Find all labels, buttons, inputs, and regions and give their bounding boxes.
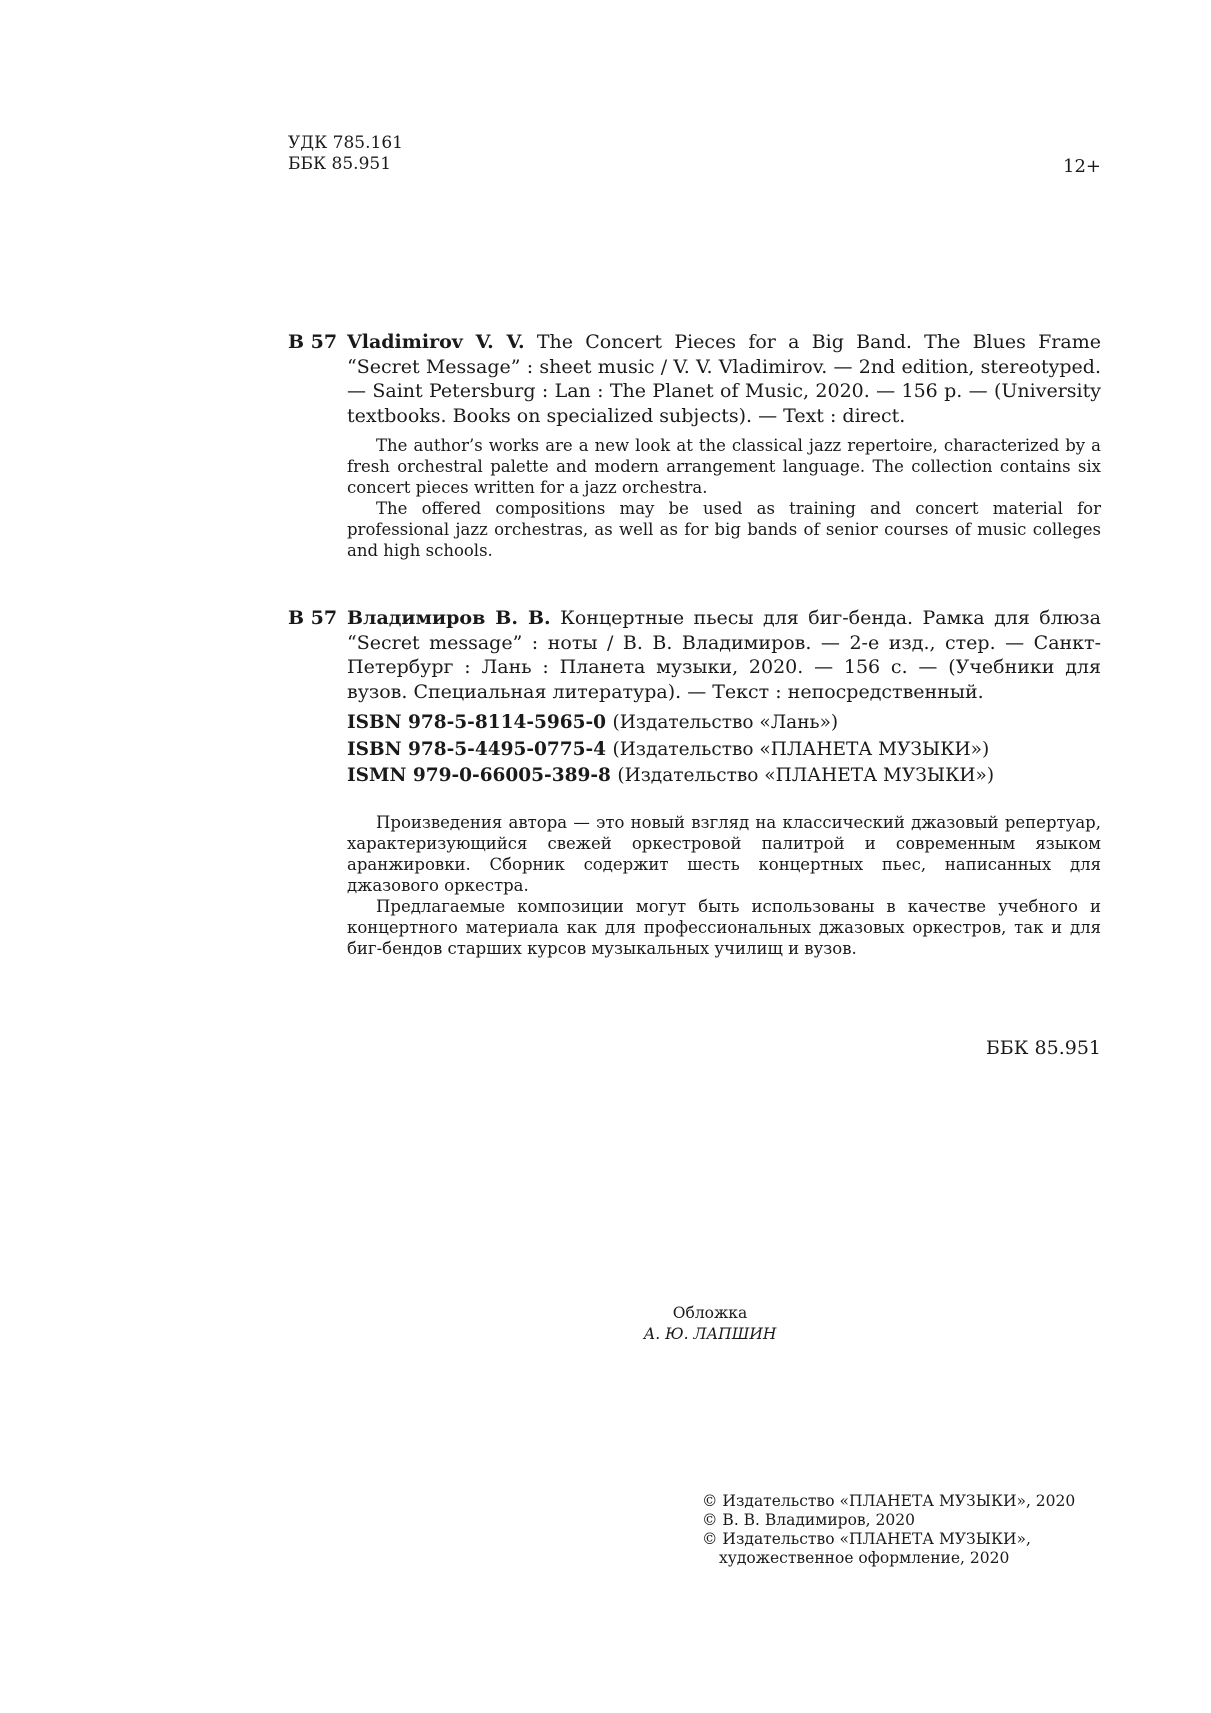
annotation-paragraph: The author’s works are a new look at the classical jazz repertoire, characterized by a fresh orchestral palette and modern arrangement language. The collection contains six concert pieces written for a jazz orchestra. [347, 436, 1101, 497]
bbk-code: ББК 85.951 [288, 154, 392, 174]
classification-codes [288, 133, 403, 175]
ismn-number: ISMN 979-0-66005-389-8 [347, 765, 611, 786]
copyright-line: © В. В. Владимиров, 2020 [702, 1511, 915, 1529]
description-text: Концертные пьесы для биг-бенда. Рамка для блюза “Secret message” : ноты / В. В. Владимиров. — 2-е изд., стер. — Санкт-Петербург : Лань : Планета музыки, 2020. — 156 с. — (Учебники для вузов. Специальная литература). — Текст : непосредственный. [347, 607, 1102, 703]
author-name: Vladimirov V. V. [347, 331, 525, 353]
ismn-publisher: (Издательство «ПЛАНЕТА МУЗЫКИ») [617, 765, 995, 786]
isbn-line [347, 737, 994, 764]
annotation-english [347, 435, 1101, 561]
bibliographic-description [347, 330, 1101, 428]
catalog-entry-english [288, 330, 1101, 428]
cover-artist: А. Ю. ЛАПШИН [643, 1325, 777, 1343]
bibliographic-description [347, 606, 1101, 704]
udk-code: УДК 785.161 [288, 133, 403, 153]
annotation-russian [347, 812, 1101, 959]
description-text: The Concert Pieces for a Big Band. The Blues Frame “Secret Message” : sheet music / V. V. Vladimirov. — 2nd edition, stereotyped. — Saint Petersburg : Lan : The Planet of Music, 2020. — 156 p. — (University textbooks. Books on specialized subjects). — Text : direct. [347, 331, 1101, 427]
author-mark: В 57 [288, 607, 338, 629]
isbn-list [347, 710, 994, 790]
isbn-number: ISBN 978-5-4495-0775-4 [347, 738, 607, 760]
ismn-line [347, 763, 994, 790]
annotation-paragraph: Произведения автора — это новый взгляд на классический джазовый репертуар, характеризующийся свежей оркестровой палитрой и современным языком аранжировки. Сборник содержит шесть концертных пьес, написанных для джазового оркестра. [347, 813, 1101, 895]
isbn-number: ISBN 978-5-8114-5965-0 [347, 712, 607, 733]
annotation-paragraph: The offered compositions may be used as training and concert material for professional jazz orchestras, as well as for big bands of senior courses of music colleges and high schools. [347, 499, 1101, 560]
author-name: Владимиров В. В. [347, 607, 551, 629]
author-mark: В 57 [288, 331, 338, 353]
cover-credit [560, 1303, 860, 1345]
copyright-block [702, 1492, 1102, 1568]
annotation-paragraph: Предлагаемые композиции могут быть использованы в качестве учебного и концертного материала как для профессиональных джазовых оркестров, так и для биг-бендов старших курсов музыкальных училищ и вузов. [347, 897, 1101, 958]
copyright-line: © Издательство «ПЛАНЕТА МУЗЫКИ», 2020 [702, 1492, 1076, 1510]
copyright-line: © Издательство «ПЛАНЕТА МУЗЫКИ», художественное оформление, 2020 [702, 1530, 1031, 1567]
isbn-publisher: (Издательство «Лань») [612, 712, 839, 733]
cover-label: Обложка [672, 1304, 748, 1322]
bbk-code-bottom: ББК 85.951 [985, 1037, 1101, 1059]
catalog-entry-russian [288, 606, 1101, 704]
isbn-line [347, 710, 994, 737]
isbn-publisher: (Издательство «ПЛАНЕТА МУЗЫКИ») [612, 738, 990, 760]
age-rating: 12+ [1063, 156, 1101, 177]
